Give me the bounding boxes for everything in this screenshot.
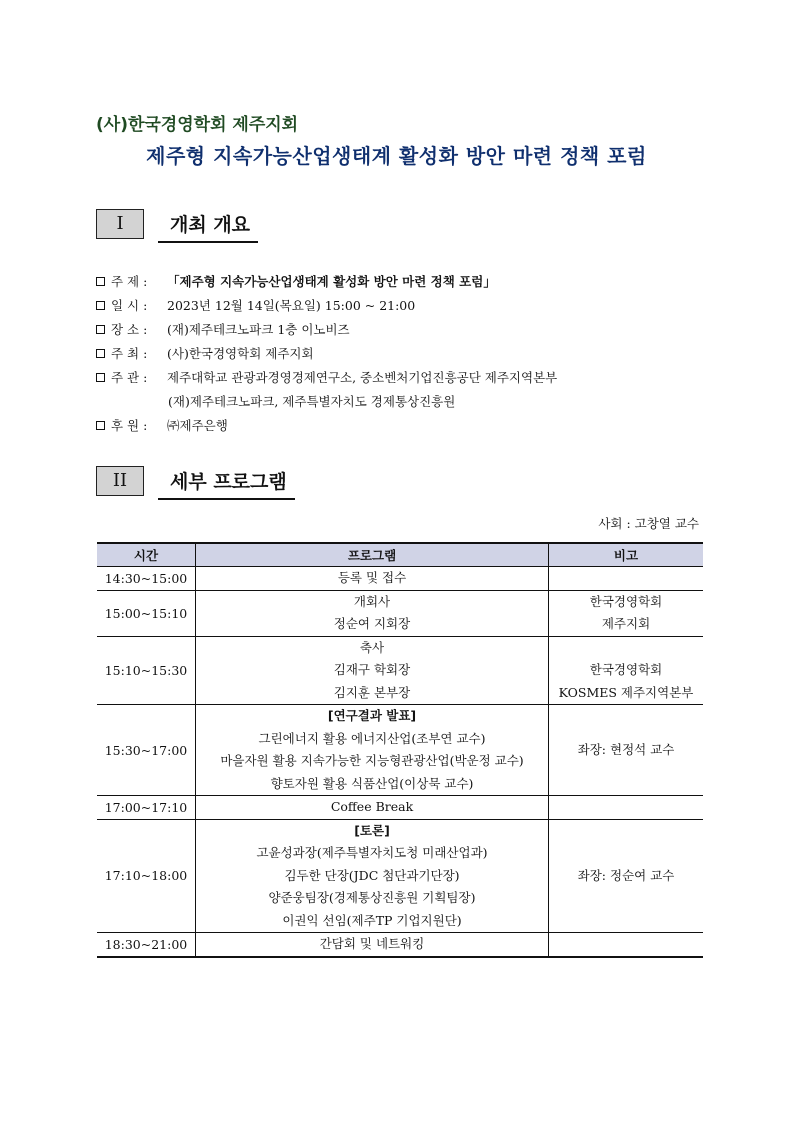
- program-cell: [196, 819, 549, 933]
- program-line: Coffee Break: [330, 799, 414, 814]
- note-cell: [549, 819, 704, 933]
- column-header-time: 시간: [97, 543, 196, 567]
- overview-list: [96, 270, 716, 438]
- table-row: [97, 933, 703, 957]
- note-line: 한국경영학회: [589, 662, 663, 677]
- program-line: 양준웅팀장(경제통상진흥원 기획팀장): [268, 890, 476, 905]
- checkbox-bullet-icon: [96, 349, 105, 358]
- program-table: [97, 542, 703, 958]
- note-line: 한국경영학회: [589, 593, 663, 609]
- checkbox-bullet-icon: [96, 301, 105, 310]
- time-cell: 15:30~17:00: [97, 705, 196, 796]
- program-line: [연구결과 발표]: [327, 708, 417, 723]
- note-line: KOSMES 제주지역본부: [558, 684, 694, 700]
- program-cell: [196, 590, 549, 636]
- info-value: 제주대학교 관광과경영경제연구소, 중소벤처기업진흥공단 제주지역본부: [167, 370, 558, 385]
- document-title: 제주형 지속가능산업생태계 활성화 방안 마련 정책 포럼: [146, 144, 647, 168]
- time-cell: 17:00~17:10: [97, 796, 196, 820]
- info-value: ㈜제주은행: [167, 418, 228, 433]
- note-cell: [549, 590, 704, 636]
- program-table-body: [97, 567, 703, 957]
- table-row: [97, 567, 703, 591]
- note-line: 좌장: 현정석 교수: [577, 741, 675, 757]
- info-value: (사)한국경영학회 제주지회: [167, 346, 314, 361]
- time-cell: 15:10~15:30: [97, 636, 196, 705]
- info-row-datetime: [96, 294, 716, 318]
- column-header-note: 비고: [549, 543, 704, 567]
- table-row: [97, 819, 703, 933]
- time-cell: 15:00~15:10: [97, 590, 196, 636]
- program-line: 등록 및 접수: [337, 570, 407, 585]
- info-key: 일 시 :: [111, 298, 148, 313]
- program-cell: [196, 933, 549, 957]
- organization-name: (사)한국경영학회 제주지회: [96, 115, 299, 135]
- info-key: 주 관 :: [111, 370, 148, 385]
- info-row-organizer-continued: (재)제주테크노파크, 제주특별자치도 경제통상진흥원: [168, 394, 456, 409]
- table-row: [97, 590, 703, 636]
- program-line: 고윤성과장(제주특별자치도청 미래산업과): [256, 845, 488, 860]
- table-row: [97, 705, 703, 796]
- note-cell: [549, 796, 704, 820]
- program-line: 개회사: [353, 593, 391, 609]
- info-value: 「제주형 지속가능산업생태계 활성화 방안 마련 정책 포럼」: [167, 274, 496, 289]
- info-row-organizer: [96, 366, 716, 390]
- program-line: 축사: [359, 639, 385, 655]
- program-cell: [196, 567, 549, 591]
- section-2-number: II: [96, 466, 144, 496]
- program-line: 김재구 학회장: [333, 662, 411, 677]
- program-cell: [196, 636, 549, 705]
- table-row: [97, 636, 703, 705]
- checkbox-bullet-icon: [96, 421, 105, 430]
- checkbox-bullet-icon: [96, 373, 105, 382]
- program-line: 마을자원 활용 지속가능한 지능형관광산업(박운정 교수): [220, 753, 524, 768]
- info-key: 주 최 :: [111, 346, 148, 361]
- time-cell: 14:30~15:00: [97, 567, 196, 591]
- program-line: 정순여 지회장: [333, 616, 411, 631]
- note-cell: [549, 933, 704, 957]
- program-line: 이권익 선임(제주TP 기업지원단): [282, 912, 462, 928]
- info-row-sponsor: [96, 414, 716, 438]
- program-line: [토론]: [354, 822, 390, 838]
- note-cell: [549, 705, 704, 796]
- note-cell: [549, 636, 704, 705]
- moderator-note: 사회 : 고창열 교수: [598, 516, 699, 531]
- program-cell: [196, 796, 549, 820]
- info-key: 후 원 :: [111, 418, 148, 433]
- table-row: [97, 796, 703, 820]
- section-1-number: I: [96, 209, 144, 239]
- checkbox-bullet-icon: [96, 277, 105, 286]
- info-row-host: [96, 342, 716, 366]
- info-row-subject: [96, 270, 716, 294]
- section-1-title: 개최 개요: [158, 210, 258, 243]
- checkbox-bullet-icon: [96, 325, 105, 334]
- info-value: 2023년 12월 14일(목요일) 15:00 ~ 21:00: [167, 298, 416, 313]
- info-key: 장 소 :: [111, 322, 148, 337]
- note-line: 제주지회: [601, 616, 651, 631]
- note-line: 좌장: 정순여 교수: [577, 867, 675, 883]
- time-cell: 17:10~18:00: [97, 819, 196, 933]
- program-line: 그린에너지 활용 에너지산업(조부연 교수): [258, 730, 486, 746]
- column-header-program: 프로그램: [196, 543, 549, 567]
- info-value: (재)제주테크노파크 1층 이노비즈: [167, 322, 350, 337]
- program-line: 김지훈 본부장: [333, 684, 411, 700]
- program-line: 간담회 및 네트워킹: [319, 936, 425, 951]
- time-cell: 18:30~21:00: [97, 933, 196, 957]
- section-2-title: 세부 프로그램: [158, 467, 295, 500]
- info-key: 주 제 :: [111, 274, 148, 289]
- note-cell: [549, 567, 704, 591]
- info-row-venue: [96, 318, 716, 342]
- program-cell: [196, 705, 549, 796]
- program-line: 김두한 단장(JDC 첨단과기단장): [284, 867, 460, 883]
- table-header-row: [97, 543, 703, 567]
- program-line: 향토자원 활용 식품산업(이상묵 교수): [270, 775, 474, 791]
